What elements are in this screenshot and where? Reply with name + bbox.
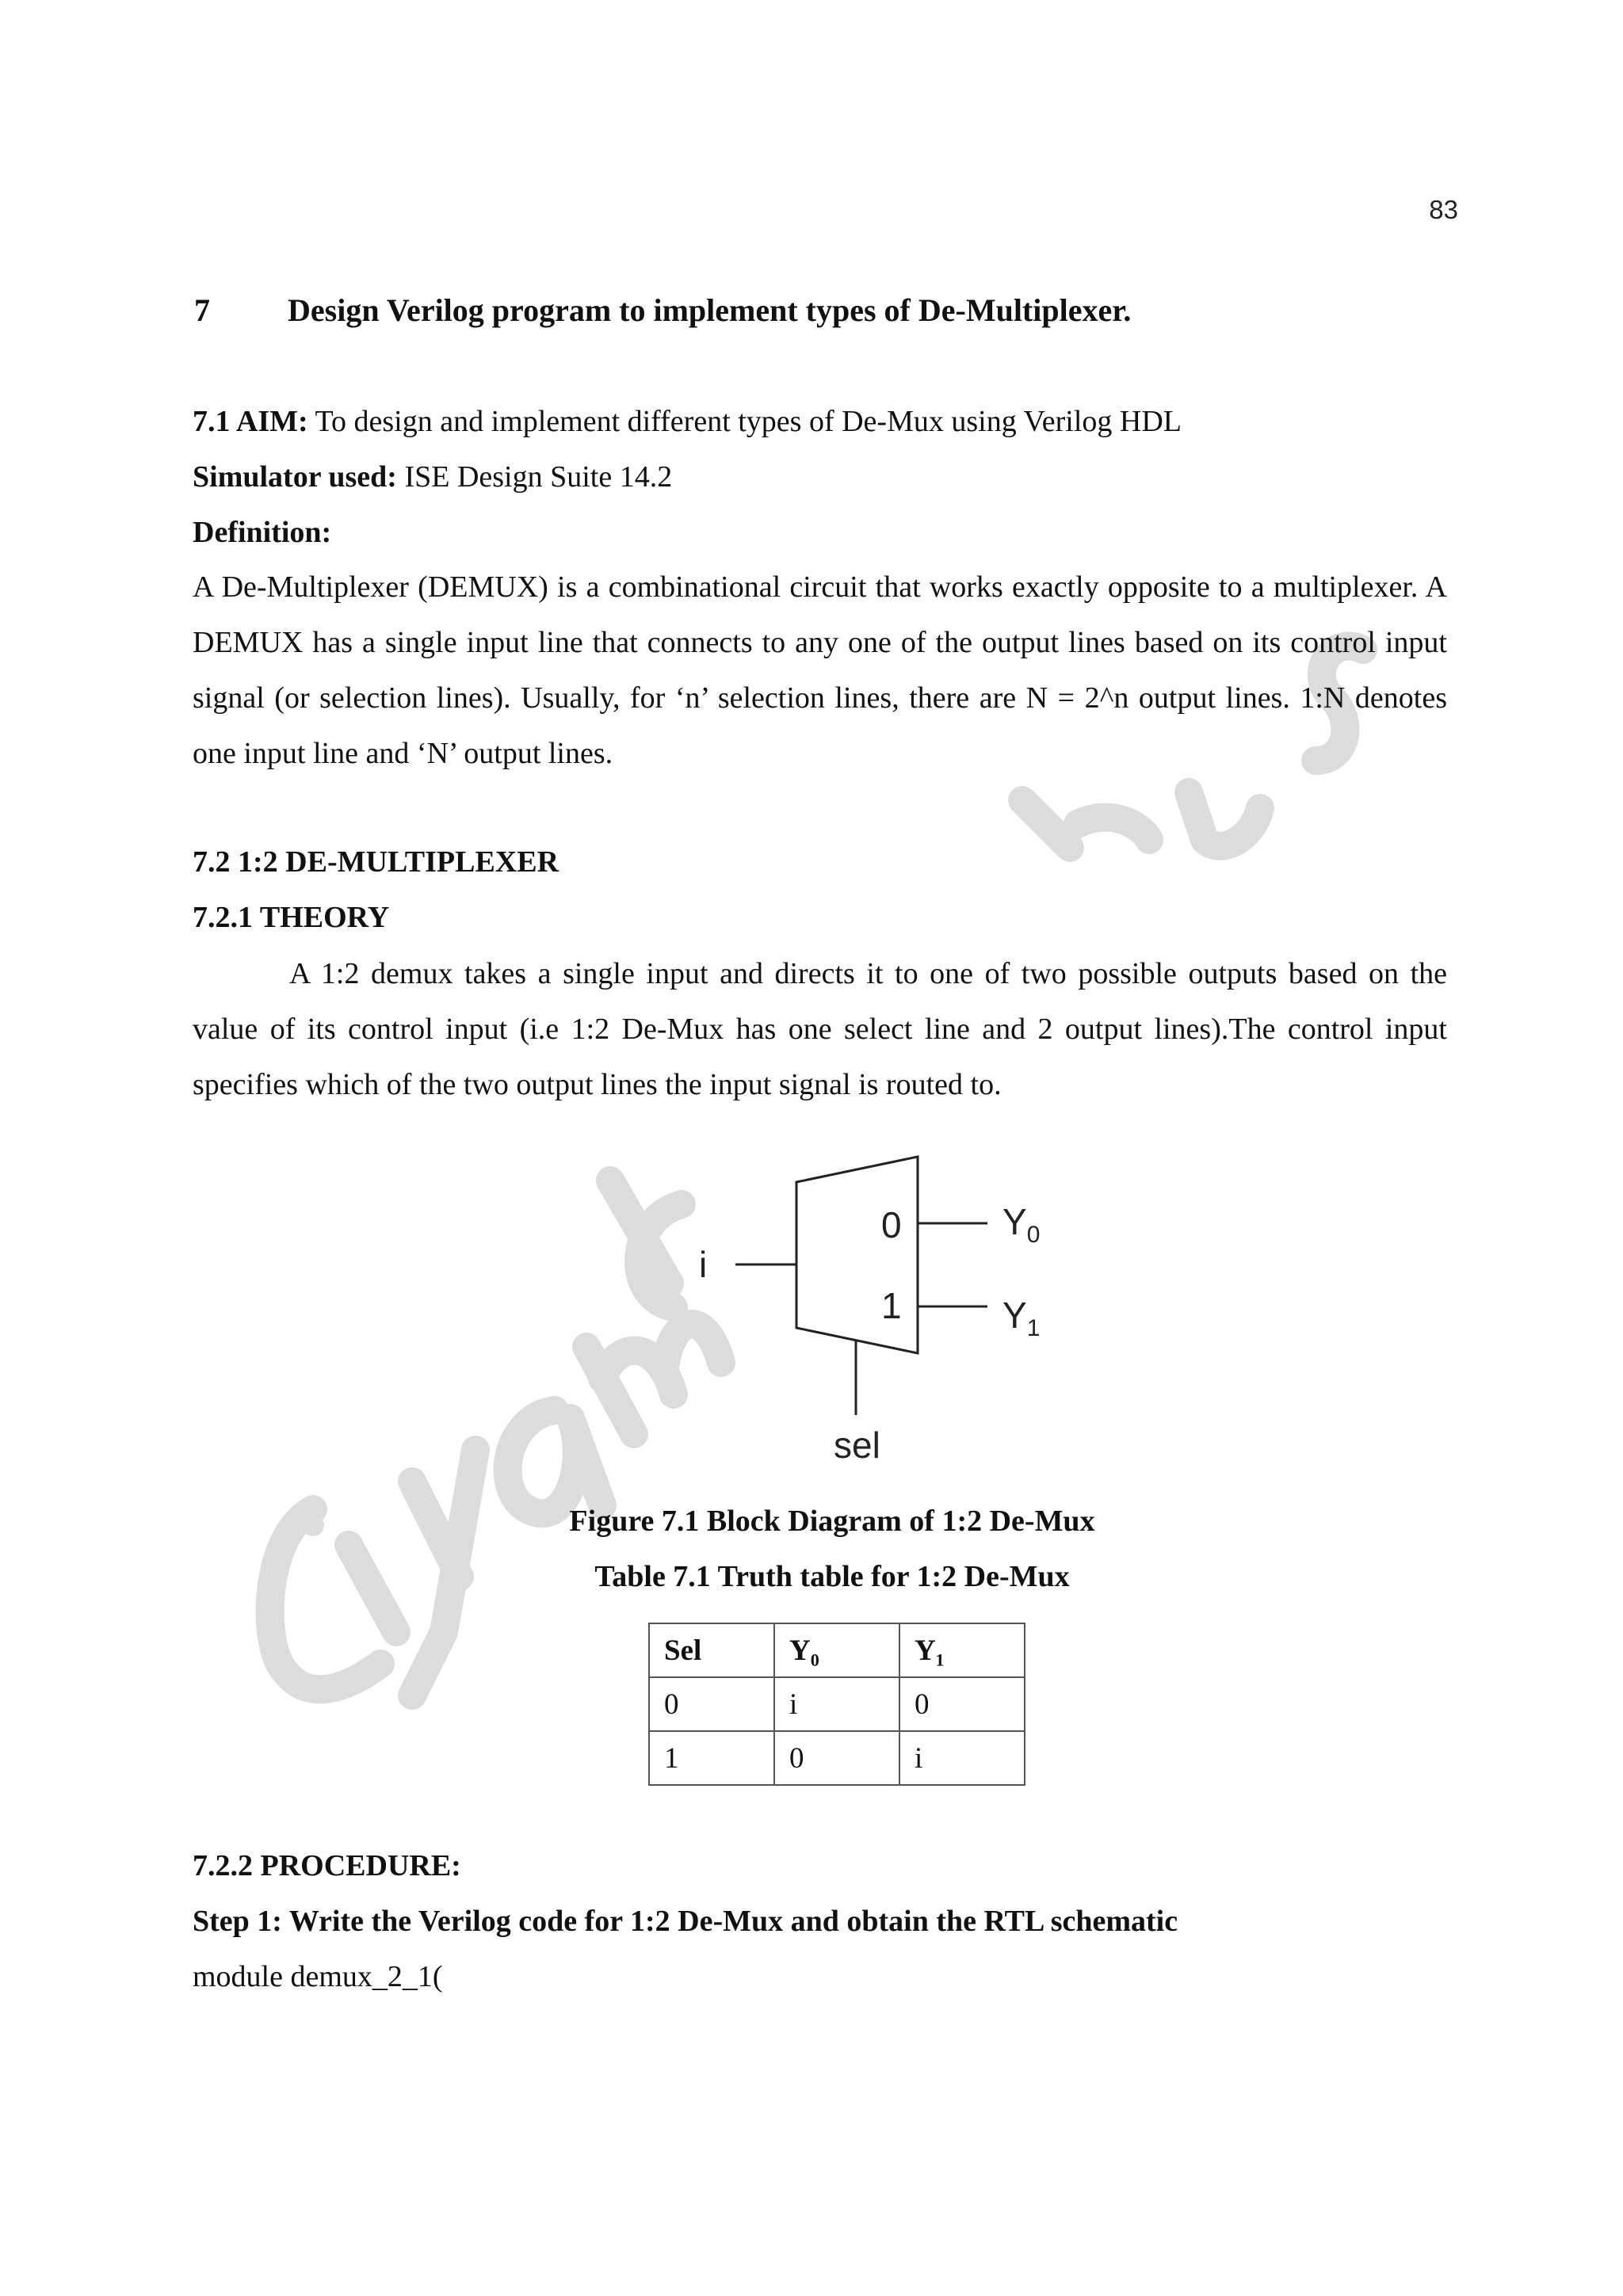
table-header-cell: Y₀ bbox=[774, 1623, 899, 1677]
table-cell: 0 bbox=[649, 1677, 774, 1731]
table-header-cell: Sel bbox=[649, 1623, 774, 1677]
port-0-label: 0 bbox=[881, 1204, 902, 1245]
chapter-title: Design Verilog program to implement types of De-Multiplexer. bbox=[288, 292, 1132, 328]
figure-caption: Figure 7.1 Block Diagram of 1:2 De-Mux bbox=[569, 1505, 1095, 1538]
table-cell: i bbox=[774, 1677, 899, 1731]
simulator-label: Simulator used: bbox=[193, 460, 397, 494]
table-row bbox=[649, 1731, 1025, 1785]
input-label: i bbox=[699, 1244, 708, 1285]
simulator-text: ISE Design Suite 14.2 bbox=[396, 460, 673, 494]
output-0-label: $Y_0$ bbox=[1002, 1201, 1041, 1248]
simulator-line bbox=[193, 458, 672, 496]
output-1-label: $Y_1$ bbox=[1002, 1295, 1041, 1341]
aim-label: 7.1 AIM: bbox=[193, 405, 308, 438]
truth-table bbox=[648, 1623, 1025, 1786]
table-cell: 1 bbox=[649, 1731, 774, 1785]
table-caption: Table 7.1 Truth table for 1:2 De-Mux bbox=[594, 1560, 1070, 1593]
definition-label: Definition: bbox=[193, 516, 332, 549]
theory-heading: 7.2.1 THEORY bbox=[193, 901, 390, 934]
procedure-heading: 7.2.2 PROCEDURE: bbox=[193, 1849, 461, 1882]
page-number: 83 bbox=[1429, 195, 1458, 224]
chapter-number: 7 bbox=[194, 292, 210, 328]
demux-block-diagram bbox=[682, 1141, 1078, 1489]
port-1-label: 1 bbox=[881, 1285, 902, 1326]
aim-text: To design and implement different types of De-Mux using Verilog HDL bbox=[307, 405, 1182, 438]
procedure-step-1: Step 1: Write the Verilog code for 1:2 De-Mux and obtain the RTL schematic bbox=[193, 1905, 1178, 1938]
definition-paragraph: A De-Multiplexer (DEMUX) is a combinational circuit that works exactly opposite to a multiplexer. A DEMUX has a single input line that connects to any one of the output lines based on its control input signal (or selection lines). Usually, for ‘n’ selection lines, there are N = 2^n output lines. 1:N denotes one input line and ‘N’ output lines. bbox=[193, 570, 1447, 770]
table-header-row bbox=[649, 1623, 1025, 1677]
code-line: module demux_2_1( bbox=[193, 1960, 443, 1993]
table-row bbox=[649, 1677, 1025, 1731]
table-cell: 0 bbox=[774, 1731, 899, 1785]
aim-line bbox=[193, 402, 1182, 441]
table-cell: i bbox=[899, 1731, 1025, 1785]
table-cell: 0 bbox=[899, 1677, 1025, 1731]
table-header-cell: Y₁ bbox=[899, 1623, 1025, 1677]
theory-paragraph: A 1:2 demux takes a single input and directs it to one of two possible outputs based on the value of its control input (i.e 1:2 De-Mux has one select line and 2 output lines).The control input specifies which of the two output lines the input signal is routed to. bbox=[193, 957, 1447, 1101]
section-heading-7-2: 7.2 1:2 DE-MULTIPLEXER bbox=[193, 845, 559, 879]
select-label: sel bbox=[834, 1425, 880, 1466]
